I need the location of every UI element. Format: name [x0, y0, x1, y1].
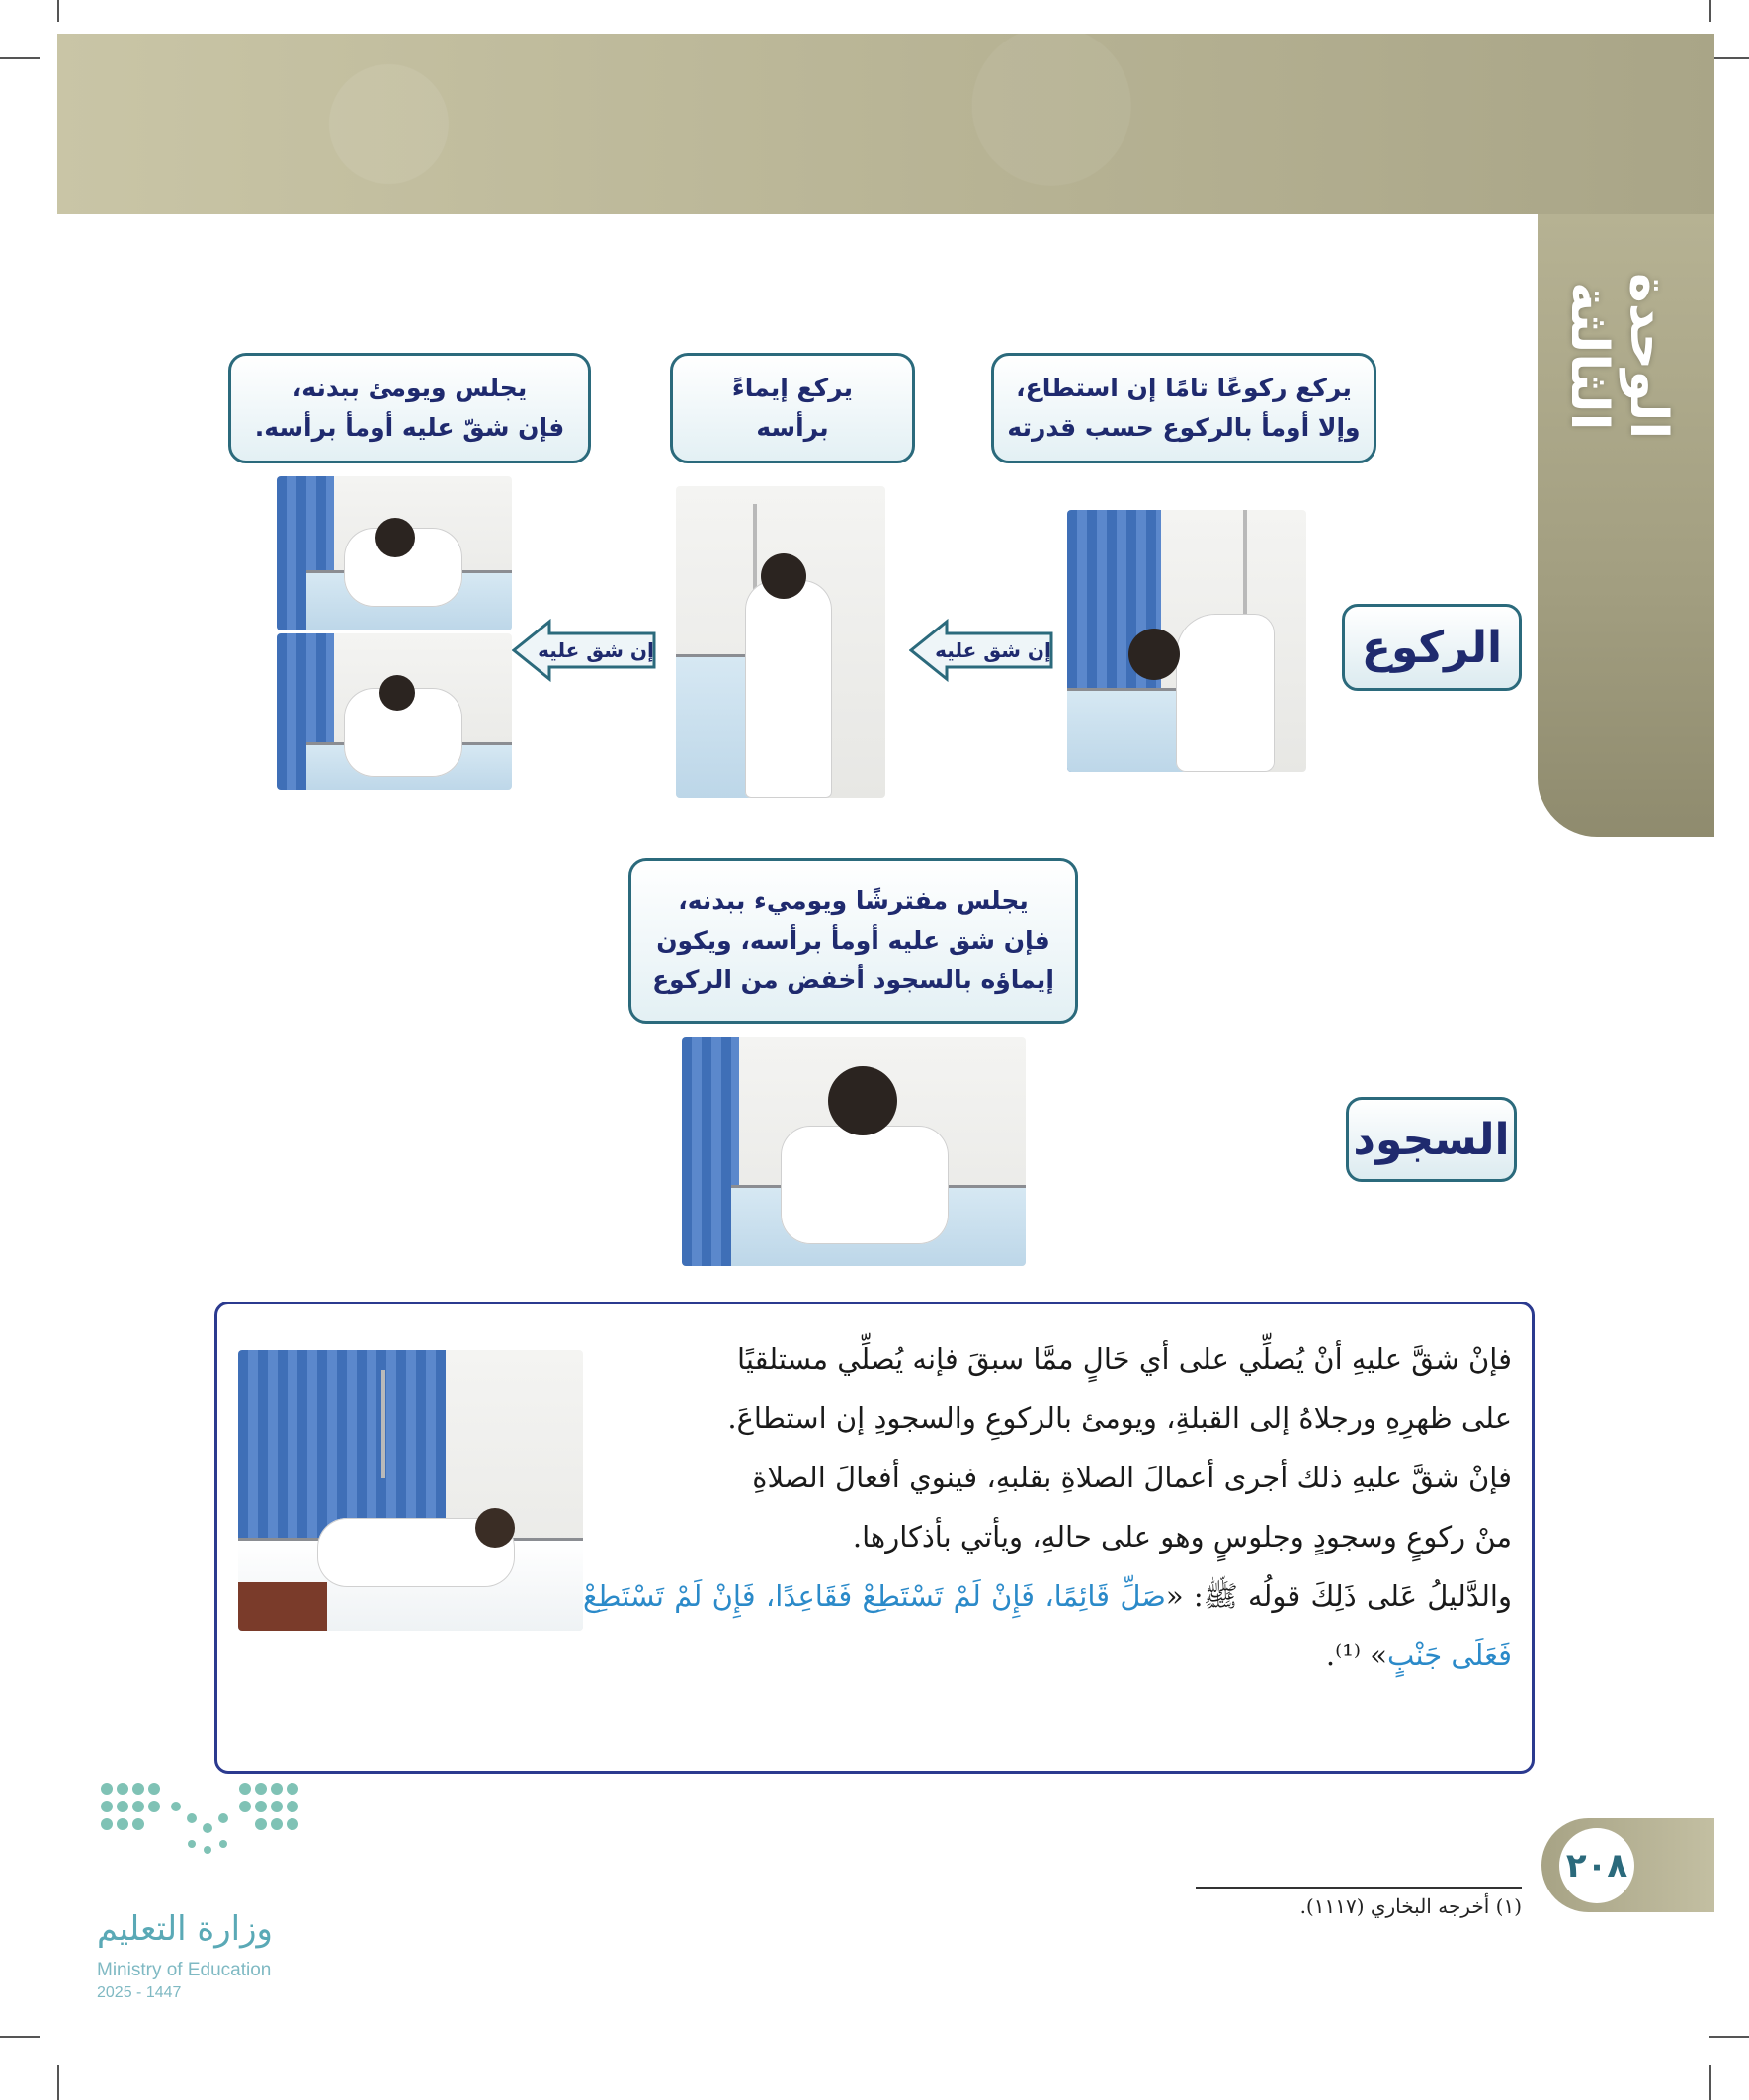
arrow-if-difficult-2 — [512, 618, 656, 683]
hadith-text: صَلِّ قَائِمًا، فَإِنْ لَمْ تَسْتَطِعْ فَقَاعِدًا، فَإِنْ لَمْ تَسْتَطِعْ فَعَلَى جَنْبٍ — [583, 1579, 1512, 1672]
photo-lying — [238, 1350, 583, 1631]
crop-mark — [1709, 2036, 1749, 2038]
ruku-label: الركوع — [1342, 604, 1522, 691]
crop-mark — [1709, 2065, 1711, 2100]
callout-line: يجلس مفترشًا ويوميء ببدنه، — [678, 886, 1029, 915]
crop-mark — [57, 2065, 59, 2100]
callout-line: فإن شقّ عليه أومأ برأسه. — [254, 413, 565, 442]
callout-line: يركع إيماءً — [731, 374, 854, 402]
page-number: ٢٠٨ — [1559, 1828, 1634, 1903]
crop-mark — [0, 2036, 40, 2038]
sujud-callout — [628, 858, 1078, 1024]
unit-title: الوحدة الثالثة — [1559, 272, 1678, 440]
logo-arabic: وزارة التعليم — [97, 1909, 273, 1949]
crop-mark — [1709, 57, 1749, 59]
logo-english: Ministry of Education — [97, 1960, 272, 1980]
evidence-end: » ⁽¹⁾. — [1325, 1638, 1387, 1672]
arrow-label: إن شق عليه — [935, 638, 1051, 662]
footnote-rule — [1196, 1887, 1522, 1889]
ministry-logo-dots-icon — [97, 1779, 309, 1868]
photo-sitting-ruku-1 — [277, 476, 512, 630]
footnote: (١) أخرجه البخاري (١١١٧). — [1299, 1894, 1522, 1918]
ruku-callout-standing — [670, 353, 915, 463]
evidence-intro: والدَّليلُ عَلى ذَلِكَ قولُه ﷺ: « — [1165, 1579, 1512, 1613]
crop-mark — [1709, 0, 1711, 22]
ruku-callout-full — [991, 353, 1376, 463]
crop-mark — [0, 57, 40, 59]
callout-line: يركع ركوعًا تامًا إن استطاع، — [1016, 374, 1352, 402]
arrow-label: إن شق عليه — [538, 638, 654, 662]
callout-line: فإن شق عليه أومأ برأسه، ويكون — [656, 926, 1050, 955]
crop-mark — [57, 0, 59, 22]
header-band — [57, 34, 1714, 214]
body-text — [583, 1329, 1512, 1685]
body-line: على ظهرِهِ ورجلاهُ إلى القبلةِ، ويومئ بالركوعِ والسجودِ إن استطاعَ. — [727, 1401, 1512, 1435]
callout-line: وإلا أومأ بالركوع حسب قدرته — [1007, 413, 1361, 442]
callout-line: برأسه — [756, 413, 829, 442]
photo-full-ruku — [1067, 510, 1306, 772]
photo-standing-ruku — [676, 486, 885, 798]
photo-sujud — [682, 1037, 1026, 1266]
callout-line: يجلس ويومئ ببدنه، — [292, 374, 528, 402]
body-line: فإنْ شقَّ عليهِ أنْ يُصلِّي على أي حَالٍ ممَّا سبقَ فإنه يُصلِّي مستلقيًا — [736, 1342, 1512, 1376]
arrow-if-difficult-1 — [909, 618, 1053, 683]
evidence-line — [583, 1566, 1512, 1685]
callout-line: إيماؤه بالسجود أخفض من الركوع — [652, 966, 1054, 994]
sujud-label: السجود — [1346, 1097, 1517, 1182]
logo-year: 2025 - 1447 — [97, 1984, 182, 2001]
photo-sitting-ruku-2 — [277, 633, 512, 790]
body-line: فإنْ شقَّ عليهِ ذلك أجرى أعمالَ الصلاةِ بقلبهِ، فينوي أفعالَ الصلاةِ — [752, 1461, 1512, 1494]
body-line: منْ ركوعٍ وسجودٍ وجلوسٍ وهو على حالهِ، ويأتي بأذكارها. — [852, 1520, 1512, 1554]
ruku-callout-sitting — [228, 353, 591, 463]
